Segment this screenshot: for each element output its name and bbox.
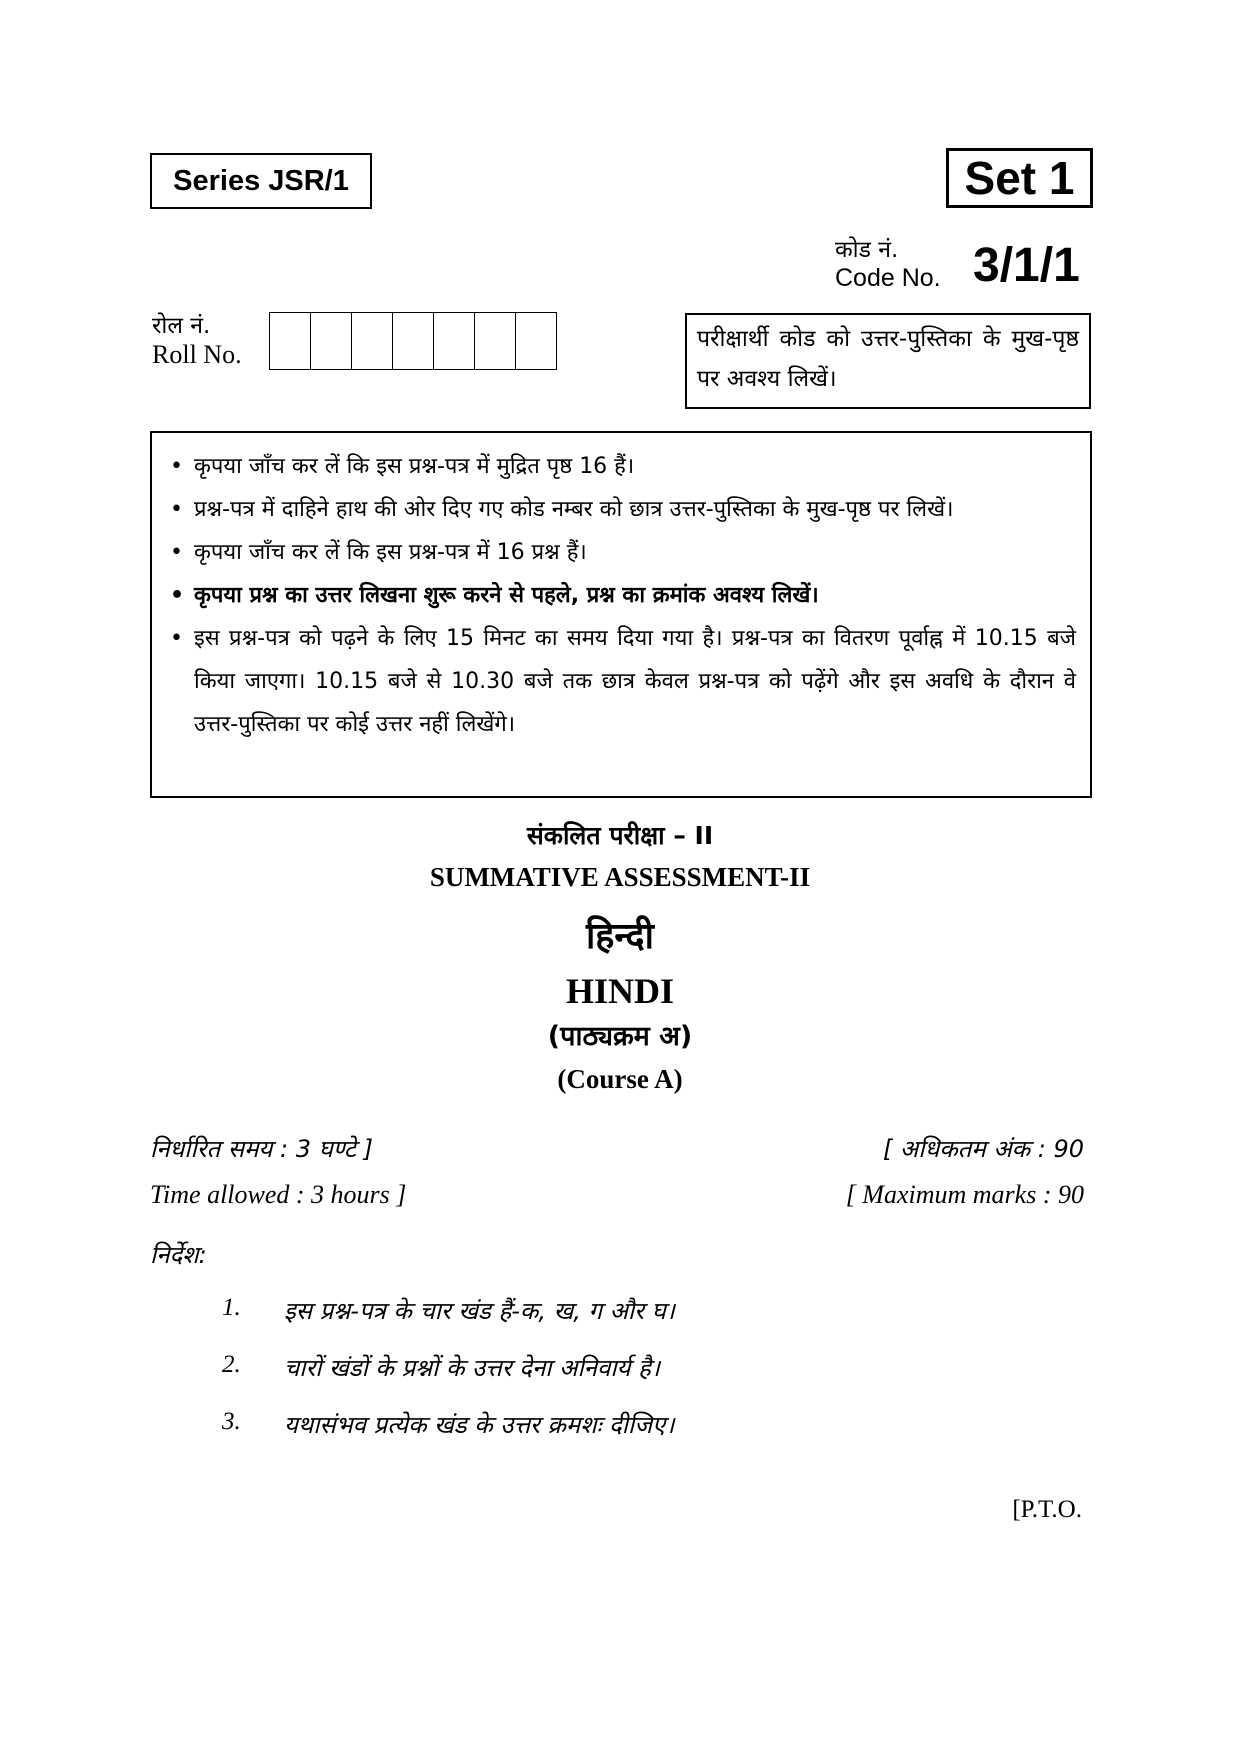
roll-digit-box[interactable] <box>515 312 557 370</box>
course-hindi: (पाठ्यक्रम अ) <box>547 1021 693 1052</box>
roll-digit-box[interactable] <box>474 312 516 370</box>
roll-digit-box[interactable] <box>269 312 311 370</box>
direction-number: 2. <box>222 1351 241 1378</box>
roll-number-grid <box>270 312 557 370</box>
roll-label-en: Roll No. <box>152 340 242 369</box>
instruction-item: • कृपया प्रश्न का उत्तर लिखना शुरू करने से पहले, प्रश्न का क्रमांक अवश्य लिखें। <box>166 574 1076 617</box>
roll-label-hindi: रोल नं. <box>152 313 211 339</box>
direction-number: 1. <box>222 1294 241 1321</box>
direction-number: 3. <box>222 1408 241 1435</box>
instruction-item: • कृपया जाँच कर लें कि इस प्रश्न-पत्र में मुद्रित पृष्ठ 16 हैं। <box>166 445 1076 488</box>
course-en: (Course A) <box>557 1064 683 1094</box>
time-allowed-en: Time allowed : 3 hours ] <box>150 1180 407 1209</box>
instruction-item: • प्रश्न-पत्र में दाहिने हाथ की ओर दिए गए कोड नम्बर को छात्र उत्तर-पुस्तिका के मुख-पृष्ठ पर लिखें। <box>166 488 1076 531</box>
direction-item <box>222 1294 675 1327</box>
candidate-code-note: परीक्षार्थी कोड को उत्तर-पुस्तिका के मुख-पृष्ठ पर अवश्य लिखें। <box>685 313 1091 409</box>
roll-digit-box[interactable] <box>351 312 393 370</box>
code-label-hindi: कोड नं. <box>835 237 899 263</box>
series-label: Series JSR/1 <box>150 153 372 209</box>
instruction-item: • कृपया जाँच कर लें कि इस प्रश्न-पत्र में 16 प्रश्न हैं। <box>166 531 1076 574</box>
code-label-en: Code No. <box>835 264 941 292</box>
direction-item <box>222 1351 660 1384</box>
code-number: 3/1/1 <box>973 239 1080 292</box>
roll-digit-box[interactable] <box>310 312 352 370</box>
directions-label: निर्देश: <box>150 1241 207 1269</box>
exam-title-hindi: संकलित परीक्षा – II <box>526 821 714 850</box>
direction-item <box>222 1408 674 1441</box>
subject-hindi: हिन्दी <box>585 916 654 957</box>
direction-text: इस प्रश्न-पत्र के चार खंड हैं-क, ख, ग और घ। <box>284 1297 675 1325</box>
direction-text: चारों खंडों के प्रश्नों के उत्तर देना अनिवार्य है। <box>284 1354 660 1382</box>
general-instructions-box <box>150 431 1092 798</box>
subject-en: HINDI <box>565 971 675 1011</box>
time-allowed-hindi: निर्धारित समय : 3 घण्टे ] <box>150 1135 373 1163</box>
roll-digit-box[interactable] <box>392 312 434 370</box>
roll-digit-box[interactable] <box>433 312 475 370</box>
pto-label: [P.T.O. <box>1012 1496 1082 1523</box>
instruction-item: • इस प्रश्न-पत्र को पढ़ने के लिए 15 मिनट का समय दिया गया है। प्रश्न-पत्र का वितरण पूर्वाह्न में 10.15 बजे किया जाएगा। 10.15 बजे से 10.30 बजे तक छात्र केवल प्रश्न-पत्र को पढ़ेंगे और इस अवधि के दौरान वे उत्तर-पुस्तिका पर कोई उत्तर नहीं लिखेंगे। <box>166 617 1076 746</box>
instructions-list <box>166 445 1076 746</box>
set-label: Set 1 <box>946 148 1093 208</box>
max-marks-en: [ Maximum marks : 90 <box>845 1180 1084 1209</box>
direction-text: यथासंभव प्रत्येक खंड के उत्तर क्रमशः दीजिए। <box>284 1411 675 1439</box>
exam-title-en: SUMMATIVE ASSESSMENT-II <box>429 862 811 892</box>
max-marks-hindi: [ अधिकतम अंक : 90 <box>882 1135 1084 1163</box>
